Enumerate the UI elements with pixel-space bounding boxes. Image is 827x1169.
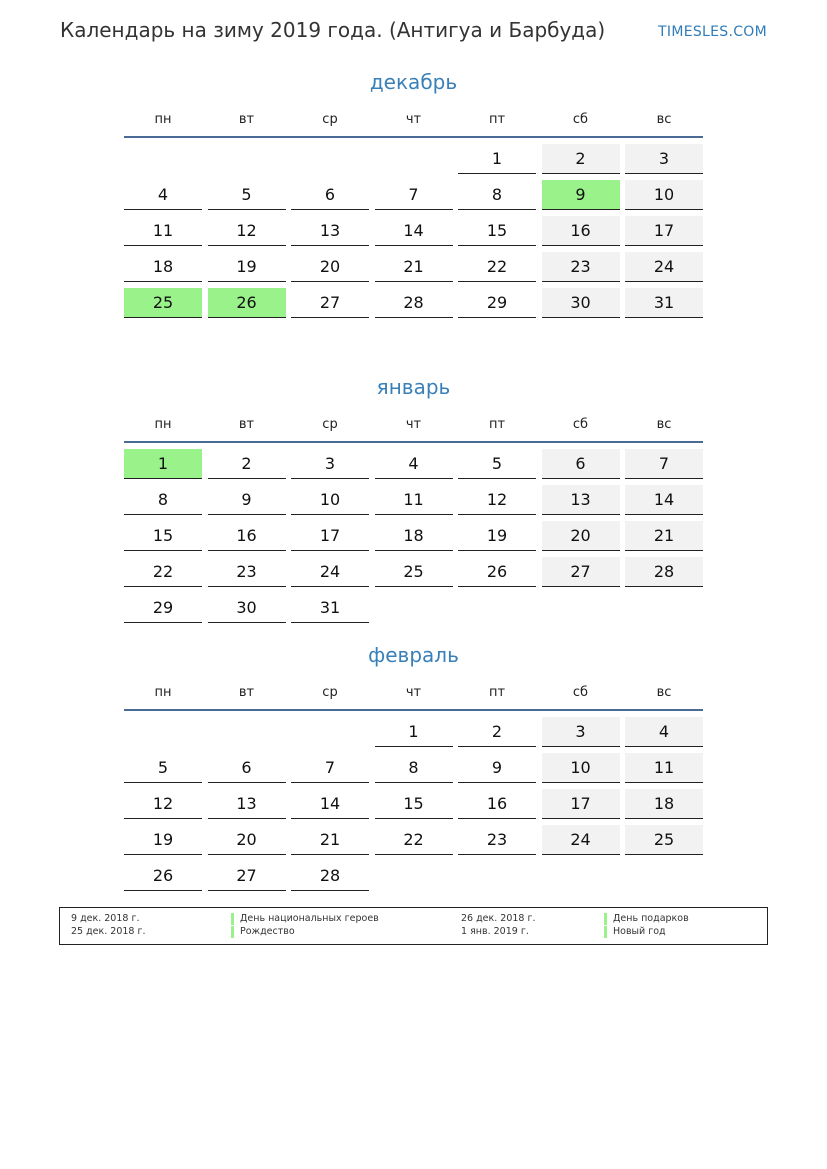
day-cell: 3 xyxy=(625,144,703,174)
day-cell: 10 xyxy=(542,753,620,783)
day-cell: 1 xyxy=(375,717,453,747)
day-cell: 27 xyxy=(208,861,286,891)
weekday-label: ср xyxy=(322,417,338,432)
weekday-label: вт xyxy=(238,417,255,432)
holiday-day-cell: 26 xyxy=(208,288,286,318)
day-cell: 2 xyxy=(542,144,620,174)
weekday-header xyxy=(124,417,703,437)
holiday-legend xyxy=(59,907,768,945)
day-cell: 21 xyxy=(625,521,703,551)
day-cell: 10 xyxy=(625,180,703,210)
day-cell: 18 xyxy=(124,252,202,282)
legend-holiday-name: Рождество xyxy=(231,926,295,938)
day-cell: 19 xyxy=(124,825,202,855)
day-cell: 13 xyxy=(542,485,620,515)
day-cell: 12 xyxy=(208,216,286,246)
day-cell: 25 xyxy=(625,825,703,855)
day-cell: 14 xyxy=(291,789,369,819)
day-cell: 24 xyxy=(625,252,703,282)
day-cell: 17 xyxy=(542,789,620,819)
day-cell: 1 xyxy=(458,144,536,174)
day-cell: 3 xyxy=(542,717,620,747)
day-cell: 24 xyxy=(542,825,620,855)
day-cell: 8 xyxy=(124,485,202,515)
site-link[interactable]: TIMESLES.COM xyxy=(658,24,767,40)
day-cell: 11 xyxy=(124,216,202,246)
day-cell: 8 xyxy=(375,753,453,783)
day-cell: 23 xyxy=(542,252,620,282)
weekday-label: вс xyxy=(656,685,672,700)
day-cell: 27 xyxy=(291,288,369,318)
legend-holiday-name: День подарков xyxy=(604,913,689,925)
day-cell: 12 xyxy=(458,485,536,515)
weekday-label: пн xyxy=(154,112,172,127)
month-name: февраль xyxy=(368,643,459,667)
day-cell: 19 xyxy=(208,252,286,282)
day-cell: 19 xyxy=(458,521,536,551)
day-cell: 4 xyxy=(124,180,202,210)
day-cell: 14 xyxy=(375,216,453,246)
weekday-label: пт xyxy=(488,685,506,700)
day-cell: 12 xyxy=(124,789,202,819)
day-cell: 15 xyxy=(458,216,536,246)
weekday-label: вс xyxy=(656,417,672,432)
day-cell: 6 xyxy=(291,180,369,210)
header-divider xyxy=(124,441,703,443)
month-name: январь xyxy=(376,375,451,399)
day-cell: 6 xyxy=(208,753,286,783)
day-cell: 16 xyxy=(542,216,620,246)
weekday-header xyxy=(124,112,703,132)
day-cell: 23 xyxy=(208,557,286,587)
legend-date: 9 дек. 2018 г. xyxy=(71,913,140,924)
day-cell: 3 xyxy=(291,449,369,479)
day-cell: 22 xyxy=(124,557,202,587)
day-cell: 31 xyxy=(625,288,703,318)
day-cell: 25 xyxy=(375,557,453,587)
day-cell: 29 xyxy=(458,288,536,318)
day-cell: 7 xyxy=(625,449,703,479)
day-cell: 28 xyxy=(291,861,369,891)
weekday-label: сб xyxy=(572,685,589,700)
day-cell: 29 xyxy=(124,593,202,623)
day-cell: 13 xyxy=(291,216,369,246)
day-cell: 21 xyxy=(375,252,453,282)
day-cell: 6 xyxy=(542,449,620,479)
weekday-label: вт xyxy=(238,685,255,700)
day-cell: 14 xyxy=(625,485,703,515)
day-cell: 23 xyxy=(458,825,536,855)
holiday-day-cell: 9 xyxy=(542,180,620,210)
weekday-label: ср xyxy=(322,112,338,127)
weekday-label: чт xyxy=(405,417,422,432)
day-cell: 15 xyxy=(124,521,202,551)
header-divider xyxy=(124,136,703,138)
day-cell: 26 xyxy=(124,861,202,891)
weekday-label: пн xyxy=(154,417,172,432)
day-cell: 11 xyxy=(375,485,453,515)
day-cell: 20 xyxy=(291,252,369,282)
day-cell: 10 xyxy=(291,485,369,515)
weekday-header xyxy=(124,685,703,705)
day-cell: 17 xyxy=(625,216,703,246)
page-title: Календарь на зиму 2019 года. (Антигуа и Барбуда) xyxy=(60,18,606,42)
day-cell: 2 xyxy=(208,449,286,479)
legend-date: 26 дек. 2018 г. xyxy=(461,913,536,924)
day-cell: 8 xyxy=(458,180,536,210)
legend-date: 25 дек. 2018 г. xyxy=(71,926,146,937)
weekday-label: чт xyxy=(405,112,422,127)
weekday-label: сб xyxy=(572,417,589,432)
day-cell: 27 xyxy=(542,557,620,587)
day-cell: 4 xyxy=(625,717,703,747)
day-cell: 16 xyxy=(208,521,286,551)
weekday-label: чт xyxy=(405,685,422,700)
day-cell: 15 xyxy=(375,789,453,819)
day-cell: 7 xyxy=(375,180,453,210)
day-cell: 20 xyxy=(208,825,286,855)
day-cell: 5 xyxy=(124,753,202,783)
day-cell: 26 xyxy=(458,557,536,587)
day-cell: 24 xyxy=(291,557,369,587)
legend-date: 1 янв. 2019 г. xyxy=(461,926,529,937)
day-cell: 11 xyxy=(625,753,703,783)
legend-holiday-name: День национальных героев xyxy=(231,913,379,925)
holiday-day-cell: 1 xyxy=(124,449,202,479)
weekday-label: пт xyxy=(488,417,506,432)
weekday-label: сб xyxy=(572,112,589,127)
day-cell: 7 xyxy=(291,753,369,783)
weekday-label: вс xyxy=(656,112,672,127)
day-cell: 22 xyxy=(375,825,453,855)
legend-holiday-name: Новый год xyxy=(604,926,666,938)
day-cell: 30 xyxy=(542,288,620,318)
header-divider xyxy=(124,709,703,711)
day-cell: 22 xyxy=(458,252,536,282)
day-cell: 4 xyxy=(375,449,453,479)
weekday-label: пн xyxy=(154,685,172,700)
day-cell: 13 xyxy=(208,789,286,819)
day-cell: 5 xyxy=(208,180,286,210)
day-cell: 16 xyxy=(458,789,536,819)
holiday-day-cell: 25 xyxy=(124,288,202,318)
day-cell: 5 xyxy=(458,449,536,479)
weekday-label: ср xyxy=(322,685,338,700)
day-cell: 9 xyxy=(208,485,286,515)
month-name: декабрь xyxy=(369,70,458,94)
day-cell: 21 xyxy=(291,825,369,855)
day-cell: 28 xyxy=(625,557,703,587)
weekday-label: пт xyxy=(488,112,506,127)
day-cell: 18 xyxy=(375,521,453,551)
day-cell: 17 xyxy=(291,521,369,551)
day-cell: 28 xyxy=(375,288,453,318)
weekday-label: вт xyxy=(238,112,255,127)
day-cell: 20 xyxy=(542,521,620,551)
day-cell: 9 xyxy=(458,753,536,783)
day-cell: 2 xyxy=(458,717,536,747)
day-cell: 31 xyxy=(291,593,369,623)
day-cell: 30 xyxy=(208,593,286,623)
day-cell: 18 xyxy=(625,789,703,819)
